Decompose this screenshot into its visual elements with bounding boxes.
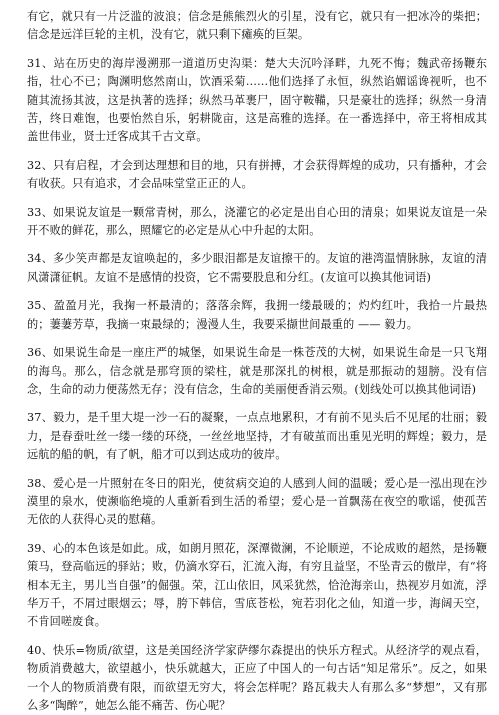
paragraph-33: 33、如果说友谊是一颗常青树，那么，浇灌它的必定是出自心田的清泉；如果说友谊是一朵开不败的鲜花，那么，照耀它的必定是从心中升起的太阳。 <box>27 205 487 238</box>
paragraph-36: 36、如果说生命是一座庄严的城堡，如果说生命是一株苍茂的大树，如果说生命是一只飞翔的海鸟。那么，信念就是那穹顶的梁柱，就是那深扎的树根，就是那振动的翅膀。没有信念，生命的动力便荡然无存；没有信念，生命的美丽便香消云殒。(划线处可以换其他词语) <box>27 346 487 396</box>
paragraph-40: 40、快乐=物质/欲望，这是美国经济学家萨缪尔森提出的快乐方程式。从经济学的观点看，物质消费越大，欲望越小，快乐就越大，正应了中国人的一句古话“知足常乐”。反之，如果一个人的物质消费有限，而欲望无穷大，将会怎样呢？路瓦栽夫人有那么多“梦想”，又有那么多“陶醉”，她怎么能不痛苦、伤心呢？ <box>27 643 487 712</box>
paragraph-32: 32、只有启程，才会到达理想和目的地，只有拼搏，才会获得辉煌的成功，只有播种，才会有收获。只有追求，才会品味堂堂正正的人。 <box>27 158 487 191</box>
paragraph-intro: 有它，就只有一片泛滥的波浪；信念是熊熊烈火的引星，没有它，就只有一把冰冷的柴把；信念是远洋巨轮的主机，没有它，就只剩下瘫痪的巨架。 <box>27 10 487 42</box>
paragraph-35: 35、盈盈月光，我掬一杯最清的；落落余辉，我拥一缕最暖的；灼灼红叶，我拾一片最热的；萋萋芳草，我摘一束最绿的；漫漫人生，我要采撷世间最重的 —— 毅力。 <box>27 299 487 331</box>
paragraph-31: 31、站在历史的海岸漫溯那一道道历史沟渠：楚大夫沉吟泽畔，九死不悔；魏武帝扬鞭东指，壮心不已；陶渊明悠然南山，饮酒采菊……他们选择了永恒，纵然谄媚谣谗视听，也不随其流扬其波，这是执著的选择；纵然马革裹尸，固守鞍鞴，只是豪壮的选择；纵然一身清苦，终日难饱，也要怡然自乐，躬耕陇亩，这是高雅的选择。在一番选择中，帝王将相成其盖世伟业，贤士迁客成其千古文章。 <box>27 56 487 144</box>
paragraph-39: 39、心的本色该是如此。成，如朗月照花，深潭微澜，不论顺逆，不论成败的超然，是扬鞭策马，登高临远的驿站；败，仍滴水穿石，汇流入海，有穷且益坚，不坠青云的傲岸，有“将相本无主，男儿当自强”的倔强。荣，江山依旧，风采犹然，恰沧海亲山，热视岁月如流，浮华万千，不屑过眼烟云；辱，胯下韩信，雪底苍松，宛若羽化之仙，知道一步，海阔天空，不肯回嗟废食。 <box>27 541 487 629</box>
paragraph-38: 38、爱心是一片照射在冬日的阳光，使贫病交迫的人感到人间的温暖；爱心是一泓出现在沙漠里的泉水，使濒临绝境的人重新看到生活的希望；爱心是一首飘荡在夜空的歌谣，使孤苦无依的人获得心灵的慰藉。 <box>27 476 487 527</box>
paragraph-34: 34、多少笑声都是友谊唤起的，多少眼泪都是友谊擦干的。友谊的港湾温情脉脉，友谊的清风潇潇征帆。友谊不是感情的投资，它不需要股息和分红。(友谊可以换其他词语) <box>27 252 487 284</box>
paragraph-37: 37、毅力，是千里大堤一沙一石的凝聚，一点点地累积，才有前不见头后不见尾的壮丽；毅力，是春蚕吐丝一缕一缕的环绕，一丝丝地坚持，才有破茧而出重见光明的辉煌；毅力，是远航的船的帆，有了帆，船才可以到达成功的彼岸。 <box>27 411 487 462</box>
